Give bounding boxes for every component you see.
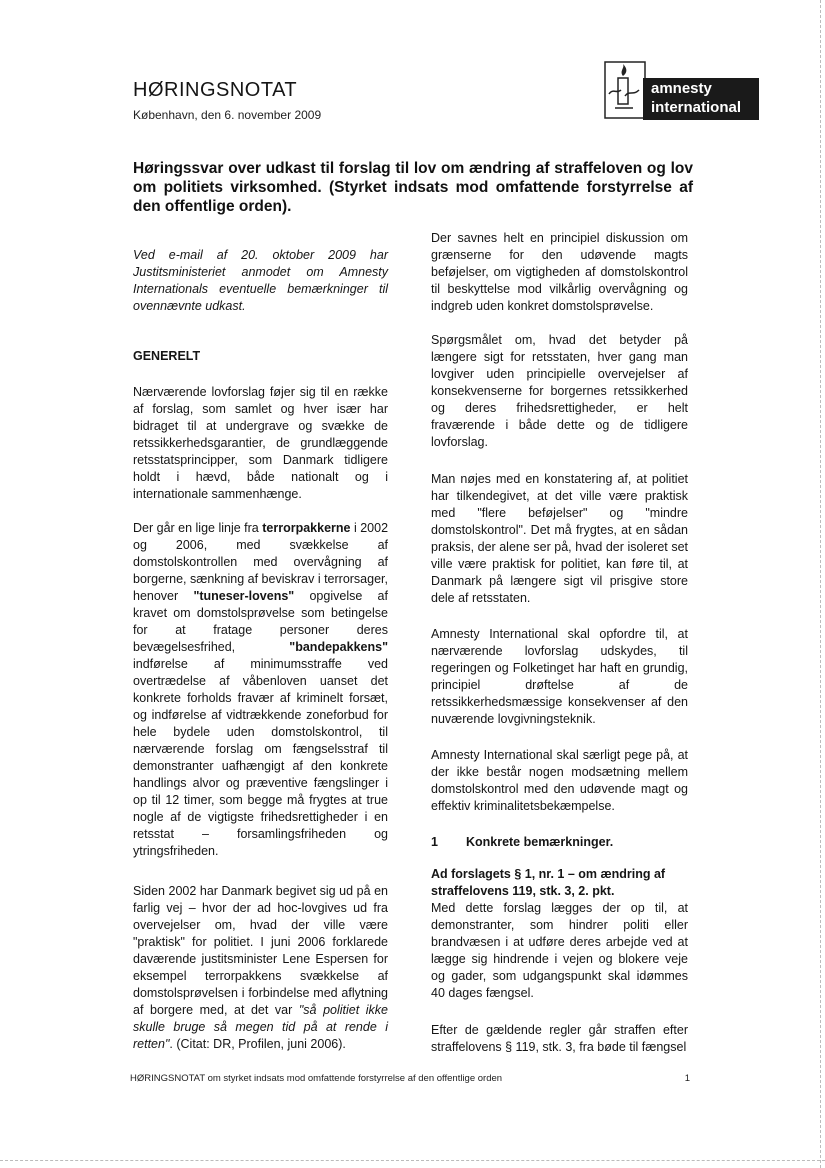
document-date: København, den 6. november 2009 — [133, 108, 322, 122]
right-paragraph-6: Med dette forslag lægges der op til, at demonstranter, som hindrer politi eller brandvæsen i at udføre deres arbejde ved at lægge sig hindrende i vejen og blokere veje og gader, som udgangspunkt skal idømmes 40 dages fængsel. — [431, 901, 688, 1000]
page-footer — [130, 1073, 690, 1084]
paragraph-3 — [133, 883, 388, 1053]
footer-text: HØRINGSNOTAT om styrket indsats mod omfattende forstyrrelse af den offentlige orden — [130, 1073, 503, 1084]
section-title-generelt: GENERELT — [133, 349, 201, 363]
left-p1-wrap — [133, 384, 388, 503]
document-title: HØRINGSNOTAT — [133, 79, 298, 101]
main-heading: Høringssvar over udkast til forslag til lov om ændring af straffeloven og lov om politiets virksomhed. (Styrket indsats mod omfattende forstyrrelse af den offentlige orden). — [133, 160, 693, 215]
left-column — [133, 247, 388, 315]
text-span: indførelse af minimumsstraffe ved overtrædelse af våbenloven uanset det konkrete forholds fravær af kriminelt forsæt, og indførelse af vidtrækkende zoneforbud for hele bydele uden domstolskontrol, til nærværende forslag om fængselsstraf til demonstranter uafhængigt af den konkrete handlings alvor og præventive fængslinger i op til 12 timer, som begge må frygtes at true nogle af de vigtigste frihedsrettigheder i en retsstat – forsamlingsfriheden og ytringsfriheden. — [133, 657, 388, 858]
right-paragraph-5: Amnesty International skal særligt pege på, at der ikke består nogen modsætning mellem domstolskontrol med den udøvende magt og effektiv kriminalitetsbekæmpelse. — [431, 748, 688, 813]
left-p2-wrap — [133, 520, 388, 860]
bold-term-bandepakkens: "bandepakkens" — [289, 640, 388, 654]
quote-italic: "så politiet ikke skulle bruge så megen tid på at rende i retten" — [133, 1003, 388, 1051]
page-number: 1 — [684, 1073, 690, 1084]
section-title-konkrete: Konkrete bemærkninger. — [465, 835, 614, 849]
right-paragraph-3: Man nøjes med en konstatering af, at politiet har tilkendegivet, at det ville være praktisk med "flere beføjelser" og "mindre domstolskontrol". Det må frygtes, at en sådan praksis, der alene ser på, hvad der isoleret set ville være praktisk for politiet, kan føre til, at Danmark på længere sigt vil prisgive store dele af retsstaten. — [431, 472, 688, 605]
right-p6-wrap — [431, 866, 688, 1002]
logo-line-1: amnesty — [651, 80, 712, 97]
right-p3-wrap — [431, 471, 688, 607]
text-span: opgivelse af kravet om domstolsprøvelse som betingelse for at fratage personer deres bevægelsesfrihed, — [133, 589, 388, 654]
text-span: . (Citat: DR, Profilen, juni 2006). — [169, 1037, 346, 1051]
left-section — [133, 348, 388, 365]
bold-term-terrorpakkerne: terrorpakkerne — [262, 521, 351, 535]
candle-icon — [603, 60, 647, 120]
right-p2-wrap — [431, 332, 688, 451]
left-p3-wrap — [133, 883, 388, 1053]
right-paragraph-1: Der savnes helt en principiel diskussion om grænserne for den udøvende magts beføjelser, om vigtigheden af domstolskontrol til beskyttelse mod vilkårlig overvågning og indgreb uden konkret domstolsprøvelse. — [431, 231, 688, 313]
intro-paragraph: Ved e-mail af 20. oktober 2009 har Justitsministeriet anmodet om Amnesty Internationals eventuelle bemærkninger til ovennævnte udkast. — [133, 248, 388, 313]
right-paragraph-7: Efter de gældende regler går straffen efter straffelovens § 119, stk. 3, fra bøde til fængsel — [431, 1023, 688, 1054]
page-edge-right — [819, 0, 821, 1168]
section-number: 1 — [431, 835, 438, 849]
right-p1-wrap — [431, 230, 688, 315]
text-span: i 2002 og 2006, med svækkelse af domstolskontrollen med overvågning af borgerne, sænkning af beviskrav i terrorsager, henover — [133, 521, 389, 603]
paragraph-1: Nærværende lovforslag føjer sig til en række af forslag, som samlet og hver især har bidraget til at undergrave og svække de retssikkerhedsgarantier, de grundlæggende retsstatsprincipper, som Danmark tidligere holdt i hævd, både nationalt og i internationale sammenhænge. — [133, 385, 388, 501]
text-span: Der går en lige linje fra — [133, 521, 263, 535]
paragraph-2 — [133, 520, 388, 860]
logo-line-2: international — [651, 99, 742, 116]
bold-term-tuneser-lovens: "tuneser-lovens" — [193, 589, 295, 603]
text-span: Siden 2002 har Danmark begivet sig ud på en farlig vej – hvor der ad hoc-lovgives ud fra overvejelser om, hvad der ville være "praktisk" for politiet. I juni 2006 forklarede daværende justitsminister Lene Espersen for eksempel terrorpakkens svækkelse af domstolsprøvelsen i forbindelse med aflytning af borgere med, at det var — [133, 884, 388, 1017]
page-edge-bottom — [0, 1160, 825, 1162]
right-p4-wrap — [431, 626, 688, 728]
section-heading-1 — [431, 834, 688, 851]
sub-heading: Ad forslagets § 1, nr. 1 – om ændring af straffelovens 119, stk. 3, 2. pkt. — [431, 867, 666, 898]
logo-wordmark — [651, 79, 741, 117]
right-paragraph-2: Spørgsmålet om, hvad det betyder på længere sigt for retsstaten, hver gang man lovgiver uden principielle overvejelser af konsekvenserne for borgernes retssikkerhed og deres frihedsrettigheder, er helt fraværende i både dette og de tidligere lovforslag. — [431, 333, 688, 449]
right-p5-wrap — [431, 747, 688, 815]
right-paragraph-4: Amnesty International skal opfordre til, at nærværende lovforslag udskydes, til regeringen og Folketinget har haft en grundig, principiel drøftelse af de retssikkerhedsmæssige konsekvenser af den nuværende lovgivningsteknik. — [431, 627, 688, 726]
right-p7-wrap — [431, 1022, 688, 1056]
amnesty-logo — [603, 60, 759, 122]
section-heading-line — [431, 834, 688, 851]
